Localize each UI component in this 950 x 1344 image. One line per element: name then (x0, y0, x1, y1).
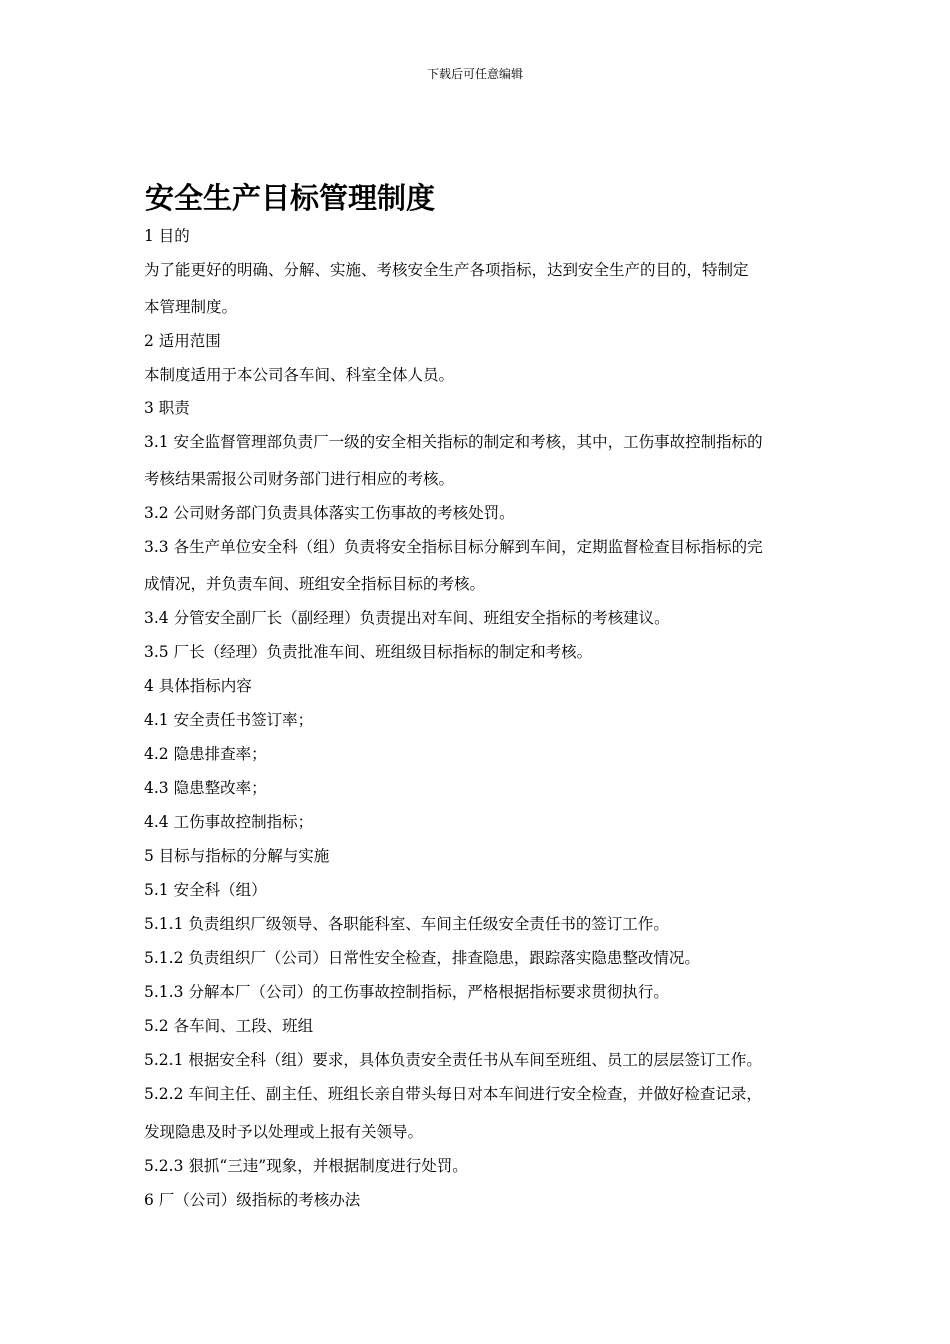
paragraph-line: 本管理制度。 (144, 298, 238, 316)
section-heading: 2 适用范围 (144, 332, 221, 350)
paragraph-line: 5.1.1 负责组织厂级领导、各职能科室、车间主任级安全责任书的签订工作。 (144, 915, 669, 933)
paragraph-line: 5.1.2 负责组织厂（公司）日常性安全检查，排查隐患，跟踪落实隐患整改情况。 (144, 949, 700, 967)
subsection-heading: 5.1 安全科（组） (144, 881, 267, 899)
paragraph-line: 成情况，并负责车间、班组安全指标目标的考核。 (144, 575, 486, 593)
list-item: 4.2 隐患排查率； (144, 745, 267, 763)
paragraph-line: 考核结果需报公司财务部门进行相应的考核。 (144, 470, 455, 488)
paragraph-line: 3.5 厂长（经理）负责批准车间、班组级目标指标的制定和考核。 (144, 643, 593, 661)
document-title: 安全生产目标管理制度 (145, 181, 436, 215)
paragraph-line: 本制度适用于本公司各车间、科室全体人员。 (144, 366, 455, 384)
list-item: 4.3 隐患整改率； (144, 779, 267, 797)
section-heading: 1 目的 (144, 227, 190, 245)
section-heading: 3 职责 (144, 399, 190, 417)
paragraph-line: 5.2.2 车间主任、副主任、班组长亲自带头每日对本车间进行安全检查，并做好检查记录， (144, 1085, 762, 1103)
subsection-heading: 5.2 各车间、工段、班组 (144, 1017, 314, 1035)
paragraph-line: 5.1.3 分解本厂（公司）的工伤事故控制指标，严格根据指标要求贯彻执行。 (144, 983, 669, 1001)
paragraph-line: 3.2 公司财务部门负责具体落实工伤事故的考核处罚。 (144, 504, 515, 522)
section-heading: 5 目标与指标的分解与实施 (144, 847, 330, 865)
paragraph-line: 3.4 分管安全副厂长（副经理）负责提出对车间、班组安全指标的考核建议。 (144, 609, 670, 627)
page-header: 下载后可任意编辑 (426, 67, 523, 81)
section-heading: 4 具体指标内容 (144, 677, 252, 695)
paragraph-line: 为了能更好的明确、分解、实施、考核安全生产各项指标，达到安全生产的目的，特制定 (144, 261, 749, 279)
list-item: 4.4 工伤事故控制指标； (144, 813, 314, 831)
paragraph-line: 3.1 安全监督管理部负责厂一级的安全相关指标的制定和考核，其中，工伤事故控制指标的 (144, 433, 763, 451)
paragraph-line: 5.2.3 狠抓“三违”现象，并根据制度进行处罚。 (144, 1157, 468, 1175)
list-item: 4.1 安全责任书签订率； (144, 711, 314, 729)
section-heading: 6 厂（公司）级指标的考核办法 (144, 1191, 361, 1209)
paragraph-line: 5.2.1 根据安全科（组）要求，具体负责安全责任书从车间至班组、员工的层层签订工作。 (144, 1051, 762, 1069)
paragraph-line: 3.3 各生产单位安全科（组）负责将安全指标目标分解到车间，定期监督检查目标指标的完 (144, 538, 763, 556)
paragraph-line: 发现隐患及时予以处理或上报有关领导。 (144, 1123, 424, 1141)
